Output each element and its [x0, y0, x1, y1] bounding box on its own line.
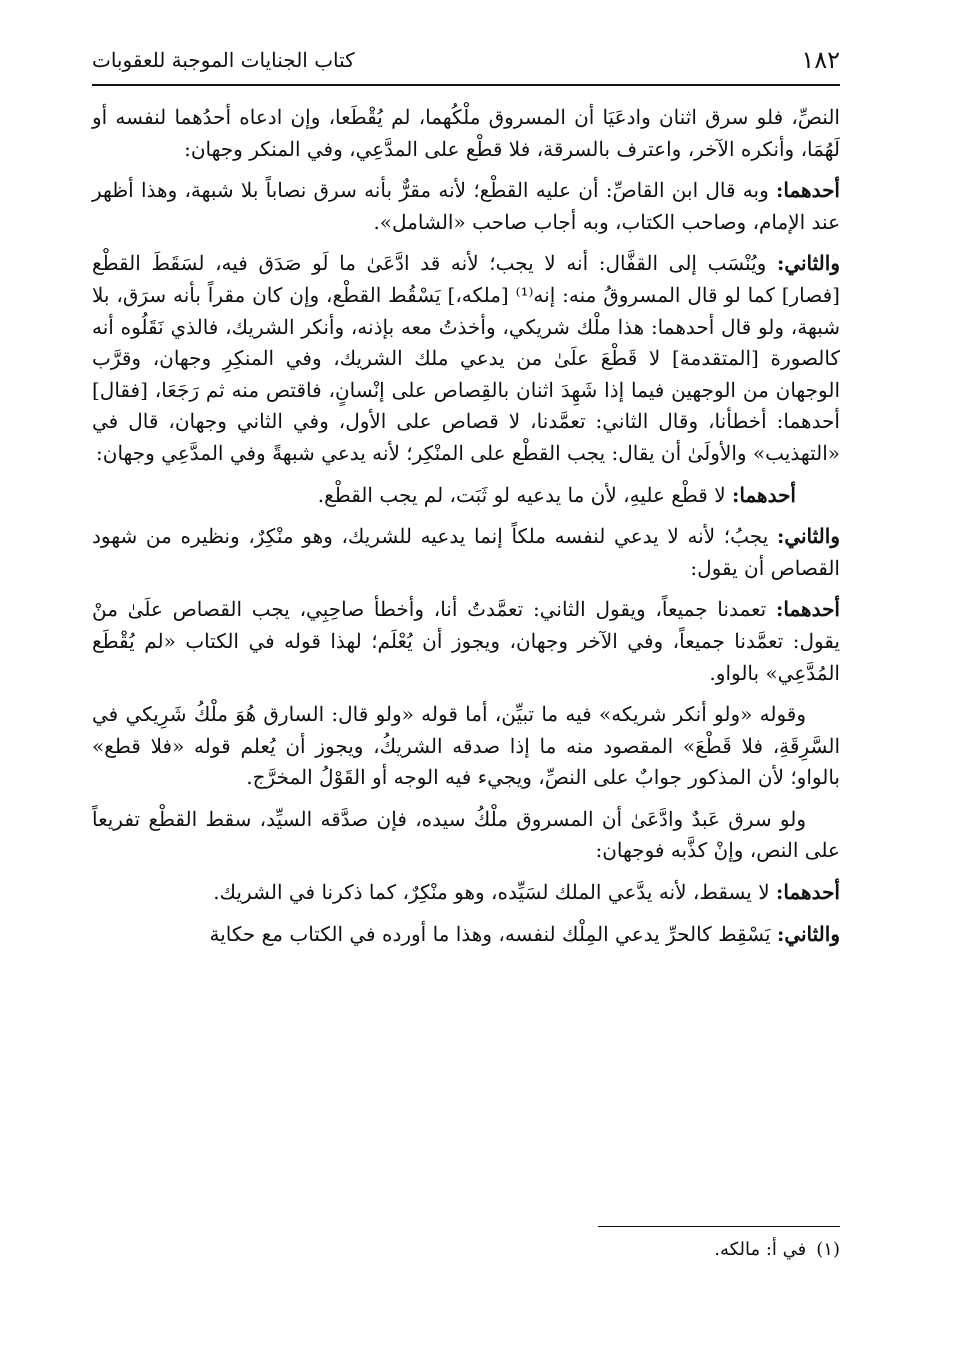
paragraph-text: وبه قال ابن القاصِّ: أن عليه القطْع؛ لأنه مقرٌّ بأنه سرق نصاباً بلا شبهة، وهذا أظهر عند الإمام، وصاحب الكتاب، وبه أجاب صاحب «الشامل». [92, 178, 840, 234]
paragraph [92, 102, 840, 165]
paragraph-lead: والثاني: [776, 921, 840, 946]
paragraph-lead: أحدهما: [775, 880, 840, 905]
paragraph [92, 919, 840, 951]
footnote-rule [598, 1226, 840, 1227]
paragraph-text: يَسْقِط كالحرِّ يدعي المِلْك لنفسه، وهذا ما أورده في الكتاب مع حكاية [209, 921, 777, 946]
paragraph [92, 699, 840, 794]
footnote [560, 1236, 840, 1264]
paragraph-text: لا يسقط، لأنه يدَّعي الملك لسَيِّده، وهو منْكِرٌ، كما ذكرنا في الشريك. [213, 880, 776, 905]
paragraph-text: وقوله «ولو أنكر شريكه» فيه ما تبيِّن، أما قوله «ولو قال: السارق هُوَ ملْكُ شَرِيكي في السَّرِقَةِ، فلا قَطْعَ» المقصود منه ما إذا صدقه الشريكُ، ويجوز أن يُعلم قوله «فلا قطع» بالواو؛ لأن المذكور جوابٌ على النصِّ، ويجيء فيه الوجه أو القَوْلُ المخرَّج. [92, 702, 840, 790]
paragraph-text: النصِّ، فلو سرق اثنان وادعَيَا أن المسروق ملْكُهما، لم يُقْطَعا، وإن ادعاه أحدُهما لنفسه أو لَهُمَا، وأنكره الآخر، واعترف بالسرقة، فلا قطْع على المدَّعِي، وفي المنكر وجهان: [92, 105, 840, 161]
paragraph-text: يجبُ؛ لأنه لا يدعي لنفسه ملكاً إنما يدعيه للشريك، وهو منْكِرٌ، ونظيره من شهود القصاص أن يقول: [92, 524, 840, 580]
paragraph-text: لا قطْع عليهِ، لأن ما يدعيه لو ثَبَت، لم يجب القطْع. [317, 482, 732, 507]
book-title: كتاب الجنايات الموجبة للعقوبات [92, 48, 355, 72]
paragraph-lead: والثاني: [776, 251, 840, 276]
paragraph-lead: والثاني: [776, 524, 840, 549]
paragraph [92, 175, 840, 238]
page-header [92, 38, 840, 82]
paragraph-text: تعمدنا جميعاً، ويقول الثاني: تعمَّدتُ أنا، وأخطأ صاحِبِي، يجب القصاص علَىٰ منْ يقول: تعمَّدنا جميعاً، وفي الآخر وجهان، ويجوز أن يُعْلَم؛ لهذا قوله في الكتاب «لم يُقْطَع المُدَّعِي» بالواو. [92, 597, 840, 685]
paragraph [92, 594, 840, 689]
paragraph-lead: أحدهما: [775, 597, 840, 622]
paragraph-text: ويُنْسَب إلى القفَّال: أنه لا يجب؛ لأنه قد ادَّعَىٰ ما لَو صَدَق فيه، لسَقَطَ القطْع [فصار] كما لو قال المسروقُ منه: إنه⁽¹⁾ [ملكه،] يَسْقُط القطْع، وإن كان مقراً بأنه سرَق، بلا شبهة، ولو قال أحدهما: هذا ملْك شريكي، وأخذتُ معه بإذنه، وأنكر الشريك، فالذي نَقَلُوه أنه كالصورة [المتقدمة] لا قَطْعَ علَىٰ من يدعي ملك الشريك، وفي المنكِرِ وجهان، وقرَّب الوجهان من الوجهين فيما إذا شَهِدَ اثنان بالقِصاص على إنْسانٍ، فاقتص منه ثم رَجَعَا، [فقال] أحدهما: أخطأنا، وقال الثاني: تعمَّدنا، لا قصاص على الأول، وفي الثاني وجهان، قال في «التهذيب» والأولَىٰ أن يقال: يجب القطْع على المنْكِر؛ لأنه يدعي شبهةً وفي المدَّعِي وجهان: [92, 251, 840, 465]
paragraph-lead: أحدهما: [731, 482, 796, 507]
footnote-text: في أ: مالكه. [714, 1239, 807, 1260]
body-text [92, 102, 840, 960]
footnote-number: (١) [816, 1239, 840, 1260]
paragraph-text: ولو سرق عَبدٌ وادَّعَىٰ أن المسروق ملْكُ سيده، فإن صدَّقه السيِّد، سقط القطْع تفريعاً على النص، وإنْ كذَّبه فوجهان: [92, 806, 840, 863]
page-number: ١٨٢ [801, 46, 840, 74]
paragraph [92, 521, 840, 584]
paragraph-lead: أحدهما: [775, 178, 840, 203]
header-rule [92, 84, 840, 86]
paragraph [92, 804, 840, 867]
paragraph [92, 248, 840, 469]
paragraph [92, 480, 840, 512]
paragraph [92, 877, 840, 909]
